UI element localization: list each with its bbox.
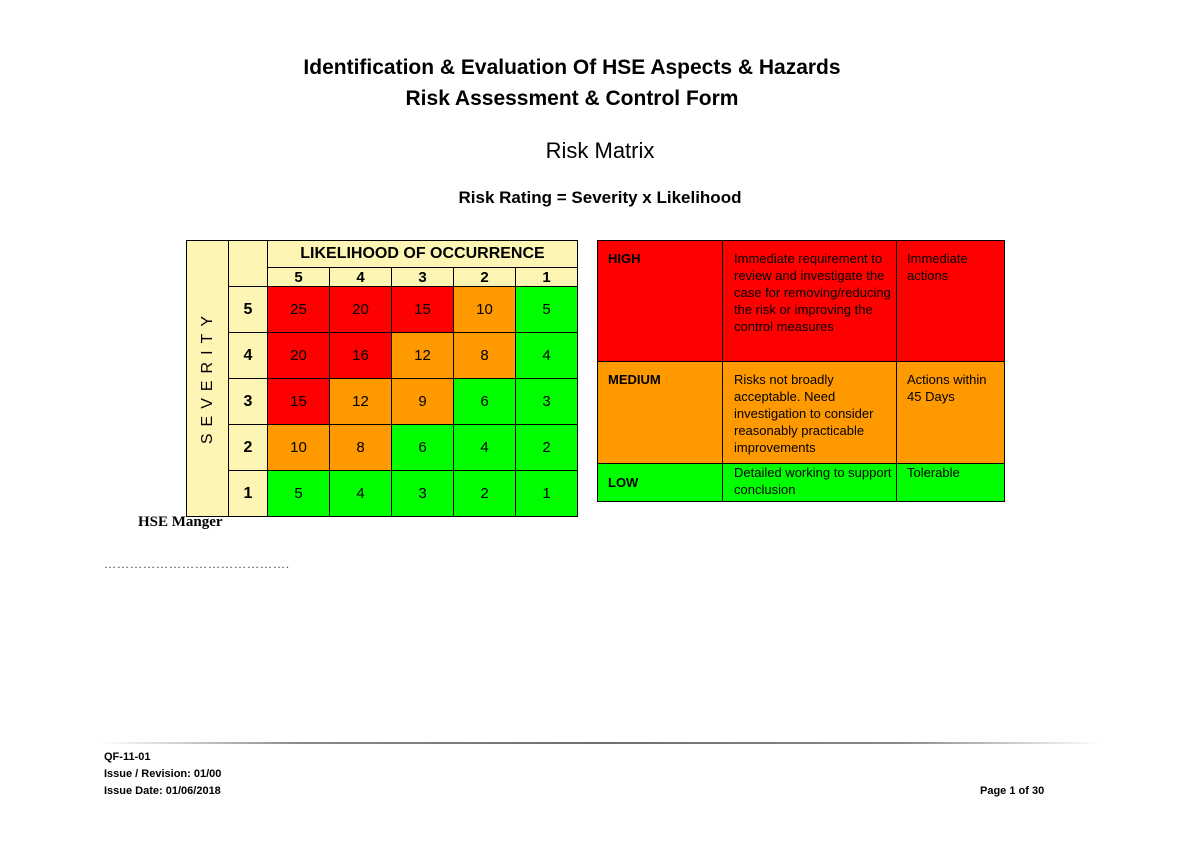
risk-cell: 3 bbox=[516, 379, 578, 425]
risk-cell: 10 bbox=[268, 425, 330, 471]
severity-label: SEVERITY bbox=[198, 308, 216, 445]
severity-value: 3 bbox=[229, 379, 268, 425]
severity-axis bbox=[187, 241, 229, 517]
legend-description: Detailed working to support conclusion bbox=[723, 464, 897, 502]
matrix-row bbox=[187, 287, 578, 333]
likelihood-value: 3 bbox=[392, 268, 454, 287]
severity-value: 2 bbox=[229, 425, 268, 471]
risk-cell: 20 bbox=[268, 333, 330, 379]
risk-cell: 10 bbox=[454, 287, 516, 333]
risk-cell: 5 bbox=[516, 287, 578, 333]
issue-date: Issue Date: 01/06/2018 bbox=[104, 785, 221, 797]
legend-description: Risks not broadly acceptable. Need investigation to consider reasonably practicable improvements bbox=[723, 362, 897, 464]
likelihood-value: 5 bbox=[268, 268, 330, 287]
severity-value: 1 bbox=[229, 471, 268, 517]
risk-cell: 6 bbox=[392, 425, 454, 471]
likelihood-value: 4 bbox=[330, 268, 392, 287]
legend-description: Immediate requirement to review and investigate the case for removing/reducing the risk or improving the control measures bbox=[723, 241, 897, 362]
risk-cell: 16 bbox=[330, 333, 392, 379]
legend-level: HIGH bbox=[598, 241, 723, 362]
section-title: Risk Matrix bbox=[545, 138, 655, 163]
legend-row-low bbox=[598, 464, 1005, 502]
issue-revision: Issue / Revision: 01/00 bbox=[104, 768, 222, 780]
risk-cell: 25 bbox=[268, 287, 330, 333]
likelihood-value: 2 bbox=[454, 268, 516, 287]
risk-cell: 4 bbox=[516, 333, 578, 379]
risk-cell: 15 bbox=[268, 379, 330, 425]
severity-value: 5 bbox=[229, 287, 268, 333]
legend-action: Tolerable bbox=[897, 464, 1005, 502]
legend-level: MEDIUM bbox=[598, 362, 723, 464]
risk-cell: 2 bbox=[516, 425, 578, 471]
risk-cell: 15 bbox=[392, 287, 454, 333]
risk-cell: 5 bbox=[268, 471, 330, 517]
risk-cell: 4 bbox=[330, 471, 392, 517]
risk-cell: 12 bbox=[392, 333, 454, 379]
matrix-row bbox=[187, 425, 578, 471]
severity-value: 4 bbox=[229, 333, 268, 379]
risk-cell: 20 bbox=[330, 287, 392, 333]
risk-rating-formula: Risk Rating = Severity x Likelihood bbox=[458, 188, 742, 207]
signatory-role: HSE Manger bbox=[138, 514, 223, 530]
form-title: Identification & Evaluation Of HSE Aspects & Hazards bbox=[303, 56, 841, 79]
page-number: Page 1 of 30 bbox=[980, 785, 1045, 797]
legend-level: LOW bbox=[598, 464, 723, 502]
legend-action: Actions within 45 Days bbox=[897, 362, 1005, 464]
likelihood-title: LIKELIHOOD OF OCCURRENCE bbox=[268, 241, 578, 268]
document-code: QF-11-01 bbox=[104, 751, 151, 763]
risk-cell: 4 bbox=[454, 425, 516, 471]
risk-cell: 1 bbox=[516, 471, 578, 517]
risk-cell: 6 bbox=[454, 379, 516, 425]
legend-row-high bbox=[598, 241, 1005, 362]
risk-cell: 2 bbox=[454, 471, 516, 517]
matrix-row bbox=[187, 379, 578, 425]
risk-cell: 12 bbox=[330, 379, 392, 425]
legend-action: Immediate actions bbox=[897, 241, 1005, 362]
risk-cell: 3 bbox=[392, 471, 454, 517]
footer-divider bbox=[98, 742, 1104, 744]
corner-blank bbox=[229, 241, 268, 287]
legend-row-medium bbox=[598, 362, 1005, 464]
signature-line: ……………………………………. bbox=[104, 557, 290, 571]
likelihood-value: 1 bbox=[516, 268, 578, 287]
risk-cell: 9 bbox=[392, 379, 454, 425]
matrix-row bbox=[187, 471, 578, 517]
form-subtitle: Risk Assessment & Control Form bbox=[405, 87, 739, 110]
risk-legend-table bbox=[597, 240, 1005, 502]
risk-matrix-table bbox=[186, 240, 578, 517]
risk-cell: 8 bbox=[330, 425, 392, 471]
risk-cell: 8 bbox=[454, 333, 516, 379]
matrix-row bbox=[187, 333, 578, 379]
